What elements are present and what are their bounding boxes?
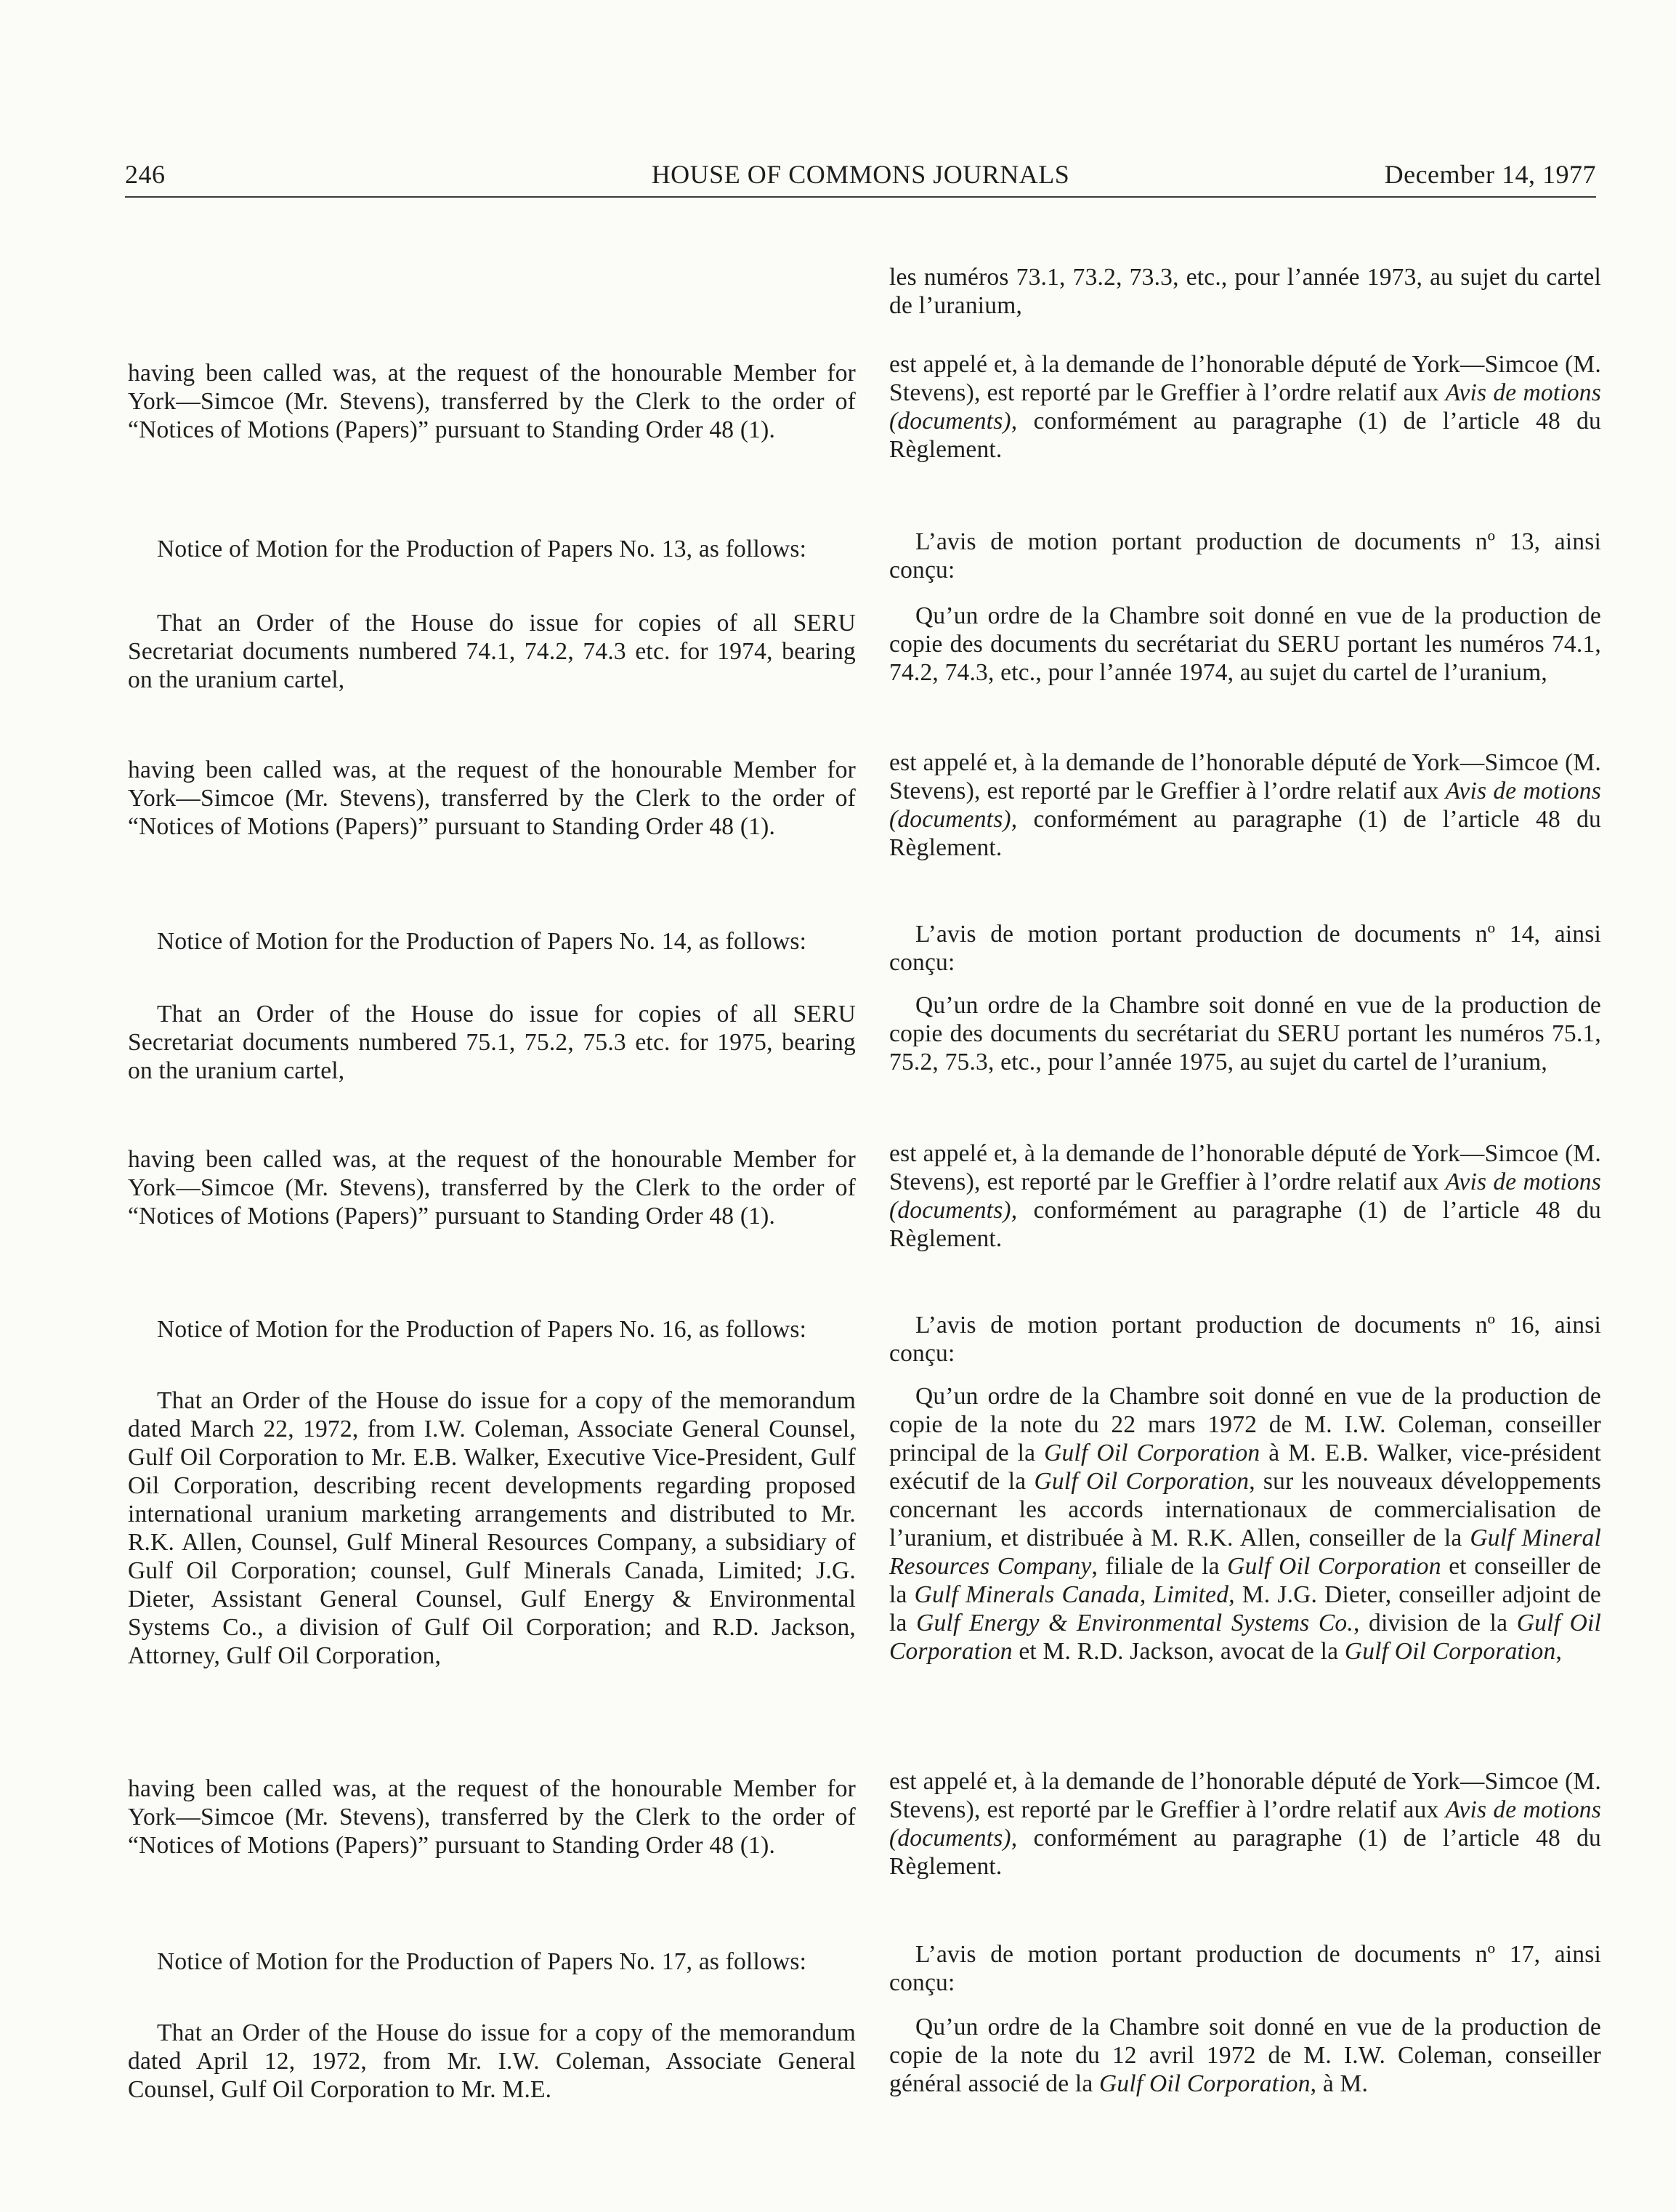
right-order-12-tail: les numéros 73.1, 73.2, 73.3, etc., pour l’année 1973, au sujet du cartel de l’uranium,: [889, 264, 1601, 319]
left-notice-16: Notice of Motion for the Production of Papers No. 16, as follows:: [157, 1316, 807, 1343]
left-order-16: That an Order of the House do issue for a copy of the memorandum dated March 22, 1972, from I.W. Coleman, Associate General Counsel, Gulf Oil Corporation to Mr. E.B. Walker, Executive Vice-President, Gulf Oil Corporation, describing recent developments regarding proposed international uranium marketing arrangements and distributed to Mr. R.K. Allen, Counsel, Gulf Mineral Resources Company, a subsidiary of Gulf Oil Corporation; counsel, Gulf Minerals Canada, Limited; J.G. Dieter, Assistant General Counsel, Gulf Energy & Environmental Systems Co., a division of Gulf Oil Corporation; and R.D. Jackson, Attorney, Gulf Oil Corporation,: [128, 1387, 856, 1669]
right-order-13: Qu’un ordre de la Chambre soit donné en vue de la production de copie des documents du secrétariat du SERU portant les numéros 74.1, 74.2, 74.3, etc., pour l’année 1974, au sujet du cartel de l’uranium,: [889, 602, 1601, 686]
right-order-16: Qu’un ordre de la Chambre soit donné en vue de la production de copie de la note du 22 mars 1972 de M. I.W. Coleman, conseiller principal de la Gulf Oil Corporation à M. E.B. Walker, vice-président exécutif de la Gulf Oil Corporation, sur les nouveaux développements concernant les accords internationaux de commercialisation de l’uranium, et distribuée à M. R.K. Allen, conseiller de la Gulf Mineral Resources Company, filiale de la Gulf Oil Corporation et conseiller de la Gulf Minerals Canada, Limited, M. J.G. Dieter, conseiller adjoint de la Gulf Energy & Environmental Systems Co., division de la Gulf Oil Corporation et M. R.D. Jackson, avocat de la Gulf Oil Corporation,: [889, 1383, 1602, 1665]
left-order-17: That an Order of the House do issue for a copy of the memorandum dated April 12, 1972, from Mr. I.W. Coleman, Associate General Counsel, Gulf Oil Corporation to Mr. M.E.: [128, 2019, 856, 2103]
header-rule: [125, 196, 1596, 198]
right-notice-14: L’avis de motion portant production de documents nº 14, ainsi conçu:: [889, 921, 1601, 976]
right-order-14: Qu’un ordre de la Chambre soit donné en vue de la production de copie des documents du secrétariat du SERU portant les numéros 75.1, 75.2, 75.3, etc., pour l’année 1975, au sujet du cartel de l’uranium,: [889, 992, 1601, 1075]
right-called-16: est appelé et, à la demande de l’honorable député de York—Simcoe (M. Stevens), est reporté par le Greffier à l’ordre relatif aux Avis de motions (documents), conformément au paragraphe (1) de l’article 48 du Règlement.: [889, 1768, 1602, 1880]
left-order-13: That an Order of the House do issue for copies of all SERU Secretariat documents numbered 74.1, 74.2, 74.3 etc. for 1974, bearing on the uranium cartel,: [128, 610, 856, 693]
left-order-14: That an Order of the House do issue for copies of all SERU Secretariat documents numbered 75.1, 75.2, 75.3 etc. for 1975, bearing on the uranium cartel,: [128, 1001, 856, 1084]
journal-title: HOUSE OF COMMONS JOURNALS: [651, 160, 1070, 189]
left-called-16: having been called was, at the request of the honourable Member for York—Simcoe (Mr. Stevens), transferred by the Clerk to the order of “Notices of Motions (Papers)” pursuant to Standing Order 48 (1).: [128, 1775, 856, 1859]
right-notice-13: L’avis de motion portant production de documents nº 13, ainsi conçu:: [889, 528, 1601, 584]
right-called-12: est appelé et, à la demande de l’honorable député de York—Simcoe (M. Stevens), est reporté par le Greffier à l’ordre relatif aux Avis de motions (documents), conformément au paragraphe (1) de l’article 48 du Règlement.: [889, 351, 1602, 463]
left-notice-14: Notice of Motion for the Production of Papers No. 14, as follows:: [157, 928, 807, 955]
page-header: [125, 158, 1596, 199]
left-notice-17: Notice of Motion for the Production of Papers No. 17, as follows:: [157, 1948, 807, 1975]
right-called-14: est appelé et, à la demande de l’honorable député de York—Simcoe (M. Stevens), est reporté par le Greffier à l’ordre relatif aux Avis de motions (documents), conformément au paragraphe (1) de l’article 48 du Règlement.: [889, 1140, 1602, 1252]
right-order-17: Qu’un ordre de la Chambre soit donné en vue de la production de copie de la note du 12 avril 1972 de M. I.W. Coleman, conseiller général associé de la Gulf Oil Corporation, à M.: [889, 2014, 1601, 2097]
right-called-13: est appelé et, à la demande de l’honorable député de York—Simcoe (M. Stevens), est reporté par le Greffier à l’ordre relatif aux Avis de motions (documents), conformément au paragraphe (1) de l’article 48 du Règlement.: [889, 749, 1602, 861]
page-number: 246: [125, 160, 166, 189]
journal-date: December 14, 1977: [1384, 160, 1596, 189]
left-notice-13: Notice of Motion for the Production of Papers No. 13, as follows:: [157, 536, 807, 562]
right-notice-16: L’avis de motion portant production de documents nº 16, ainsi conçu:: [889, 1312, 1601, 1367]
left-called-13: having been called was, at the request of the honourable Member for York—Simcoe (Mr. Stevens), transferred by the Clerk to the order of “Notices of Motions (Papers)” pursuant to Standing Order 48 (1).: [128, 756, 856, 840]
left-called-12: having been called was, at the request of the honourable Member for York—Simcoe (Mr. Stevens), transferred by the Clerk to the order of “Notices of Motions (Papers)” pursuant to Standing Order 48 (1).: [128, 360, 856, 443]
left-called-14: having been called was, at the request of the honourable Member for York—Simcoe (Mr. Stevens), transferred by the Clerk to the order of “Notices of Motions (Papers)” pursuant to Standing Order 48 (1).: [128, 1146, 856, 1230]
right-notice-17: L’avis de motion portant production de documents nº 17, ainsi conçu:: [889, 1941, 1601, 1996]
